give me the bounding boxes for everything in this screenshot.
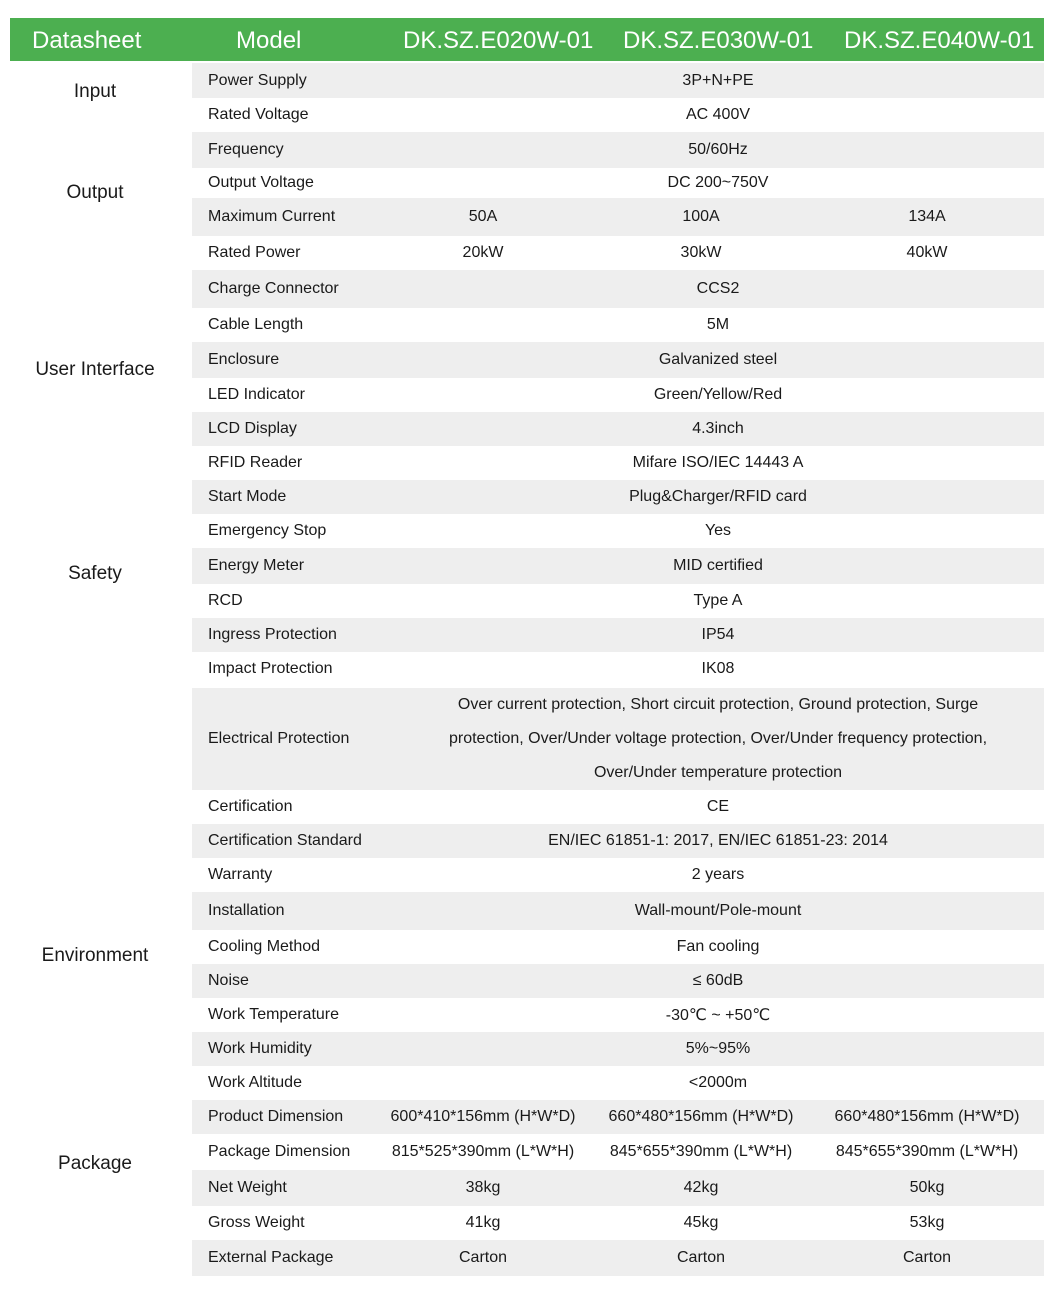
param-value: 3P+N+PE — [682, 71, 754, 89]
spec-row-lcd-display — [192, 412, 1044, 446]
spec-row-power-supply — [192, 63, 1044, 98]
param-value-line: protection, Over/Under voltage protection, Over/Under frequency protection, — [448, 730, 988, 747]
param-label: Charge Connector — [208, 280, 339, 297]
spec-row-emergency-stop — [192, 514, 1044, 548]
param-label: Rated Voltage — [208, 106, 309, 123]
param-value-line: Over current protection, Short circuit protection, Ground protection, Surge — [457, 696, 979, 713]
param-value: DC 200~750V — [667, 174, 769, 191]
param-value: 2 years — [691, 866, 745, 883]
param-label: Certification Standard — [208, 832, 362, 849]
spec-row-enclosure — [192, 342, 1044, 378]
spec-row-package-dimension — [192, 1134, 1044, 1170]
param-value-model-3: 660*480*156mm (H*W*D) — [834, 1108, 1020, 1125]
spec-row-noise — [192, 964, 1044, 998]
category-user-interface: User Interface — [35, 359, 155, 380]
param-label: Noise — [208, 972, 249, 989]
param-value: CCS2 — [696, 280, 740, 297]
param-value-model-2: 30kW — [680, 244, 722, 261]
param-label: RCD — [208, 592, 243, 609]
category-output: Output — [66, 182, 124, 203]
spec-row-start-mode — [192, 480, 1044, 514]
param-value: Green/Yellow/Red — [653, 386, 783, 403]
param-label: Installation — [208, 902, 285, 919]
param-value-model-3: 845*655*390mm (L*W*H) — [835, 1143, 1019, 1160]
param-value: Plug&Charger/RFID card — [629, 488, 807, 505]
table-header — [10, 18, 1044, 61]
spec-row-certification-standard — [192, 824, 1044, 858]
param-label: Emergency Stop — [208, 522, 327, 539]
param-value-model-2: 42kg — [683, 1179, 719, 1196]
param-value: 5%~95% — [685, 1040, 751, 1057]
param-value-model-1: 41kg — [465, 1214, 501, 1231]
param-value: IP54 — [701, 626, 735, 643]
param-label: Work Altitude — [208, 1074, 302, 1091]
datasheet-table — [10, 18, 1044, 1280]
param-value: <2000m — [688, 1074, 748, 1091]
datasheet-heading: Datasheet — [32, 27, 142, 54]
param-value-model-2: 100A — [682, 208, 720, 225]
category-package: Package — [58, 1153, 132, 1174]
param-value: Fan cooling — [676, 938, 760, 955]
spec-row-rcd — [192, 584, 1044, 618]
spec-row-product-dimension — [192, 1100, 1044, 1134]
param-value: 5M — [706, 316, 730, 333]
param-label: Net Weight — [208, 1179, 287, 1196]
param-value-model-1: 600*410*156mm (H*W*D) — [390, 1108, 576, 1125]
param-label: Electrical Protection — [208, 730, 350, 747]
spec-row-charge-connector — [192, 270, 1044, 308]
param-value-line: Over/Under temperature protection — [593, 764, 843, 781]
param-value-model-1: 38kg — [465, 1179, 501, 1196]
param-value-model-1: Carton — [458, 1249, 508, 1266]
param-value: Type A — [693, 592, 743, 609]
category-safety: Safety — [68, 563, 122, 584]
spec-row-cooling-method — [192, 930, 1044, 964]
param-label: Work Temperature — [208, 1006, 340, 1023]
spec-row-work-temperature — [192, 998, 1044, 1032]
param-label: Cable Length — [208, 316, 304, 333]
param-value-model-3: Carton — [902, 1249, 952, 1266]
param-value-model-2: 45kg — [683, 1214, 719, 1231]
param-label: RFID Reader — [208, 454, 303, 471]
spec-row-certification — [192, 790, 1044, 824]
param-label: Output Voltage — [208, 174, 314, 191]
spec-row-external-package — [192, 1240, 1044, 1276]
param-label: Start Mode — [208, 488, 287, 505]
param-label: Cooling Method — [208, 938, 321, 955]
param-value: 4.3inch — [692, 420, 744, 437]
model-1-heading: DK.SZ.E020W-01 — [403, 27, 594, 54]
param-value-model-3: 50kg — [909, 1179, 945, 1196]
param-label: Power Supply — [208, 71, 307, 89]
param-value: 50/60Hz — [688, 141, 748, 158]
param-label: External Package — [208, 1249, 334, 1266]
param-label: Work Humidity — [208, 1040, 312, 1057]
model-heading: Model — [236, 27, 302, 54]
spec-row-led-indicator — [192, 378, 1044, 412]
category-input: Input — [73, 81, 117, 102]
spec-row-frequency — [192, 132, 1044, 168]
spec-row-ingress-protection — [192, 618, 1044, 652]
param-value: Wall-mount/Pole-mount — [634, 902, 802, 919]
param-value: Yes — [704, 522, 732, 539]
param-label: Product Dimension — [208, 1108, 344, 1125]
spec-row-installation — [192, 892, 1044, 930]
param-label: LED Indicator — [208, 386, 305, 403]
param-value: -30℃ ~ +50℃ — [665, 1007, 771, 1024]
category-environment: Environment — [41, 945, 149, 966]
param-value: Galvanized steel — [658, 351, 778, 368]
spec-row-rated-voltage — [192, 98, 1044, 132]
param-label: Ingress Protection — [208, 626, 337, 643]
param-value: CE — [706, 798, 730, 815]
param-label: Maximum Current — [208, 208, 336, 225]
param-value — [392, 688, 1044, 790]
param-label: Package Dimension — [208, 1143, 351, 1160]
spec-row-work-altitude — [192, 1066, 1044, 1100]
spec-row-gross-weight — [192, 1206, 1044, 1240]
spec-row-rfid-reader — [192, 446, 1044, 480]
param-value: IK08 — [701, 660, 735, 677]
spec-row-cable-length — [192, 308, 1044, 342]
spec-row-output-voltage — [192, 168, 1044, 198]
param-label: Energy Meter — [208, 557, 305, 574]
param-value-model-3: 134A — [908, 208, 946, 225]
spec-row-rated-power — [192, 236, 1044, 270]
spec-row-electrical-protection — [192, 688, 1044, 790]
param-value-model-3: 53kg — [909, 1214, 945, 1231]
spec-row-energy-meter — [192, 548, 1044, 584]
spec-row-net-weight — [192, 1170, 1044, 1206]
spec-row-impact-protection — [192, 652, 1044, 686]
param-value: Mifare ISO/IEC 14443 A — [632, 454, 804, 471]
param-label: Gross Weight — [208, 1214, 305, 1231]
spec-row-maximum-current — [192, 198, 1044, 236]
spec-row-warranty — [192, 858, 1044, 892]
model-3-heading: DK.SZ.E040W-01 — [844, 27, 1035, 54]
param-value: AC 400V — [685, 106, 751, 123]
param-label: Impact Protection — [208, 660, 333, 677]
param-label: Warranty — [208, 866, 273, 883]
param-value-model-2: Carton — [676, 1249, 726, 1266]
param-value-model-2: 845*655*390mm (L*W*H) — [609, 1143, 793, 1160]
param-value-model-3: 40kW — [906, 244, 948, 261]
param-value-model-2: 660*480*156mm (H*W*D) — [608, 1108, 794, 1125]
param-label: Rated Power — [208, 244, 301, 261]
param-value-model-1: 20kW — [462, 244, 504, 261]
param-label: Certification — [208, 798, 293, 815]
param-label: LCD Display — [208, 420, 297, 437]
model-2-heading: DK.SZ.E030W-01 — [623, 27, 814, 54]
param-value: EN/IEC 61851-1: 2017, EN/IEC 61851-23: 2014 — [548, 832, 888, 849]
param-label: Frequency — [208, 141, 284, 158]
param-value-model-1: 50A — [468, 208, 498, 225]
param-value: MID certified — [673, 557, 763, 574]
param-value-model-1: 815*525*390mm (L*W*H) — [391, 1143, 575, 1160]
param-value: ≤ 60dB — [692, 972, 744, 989]
param-label: Enclosure — [208, 351, 280, 368]
spec-row-work-humidity — [192, 1032, 1044, 1066]
